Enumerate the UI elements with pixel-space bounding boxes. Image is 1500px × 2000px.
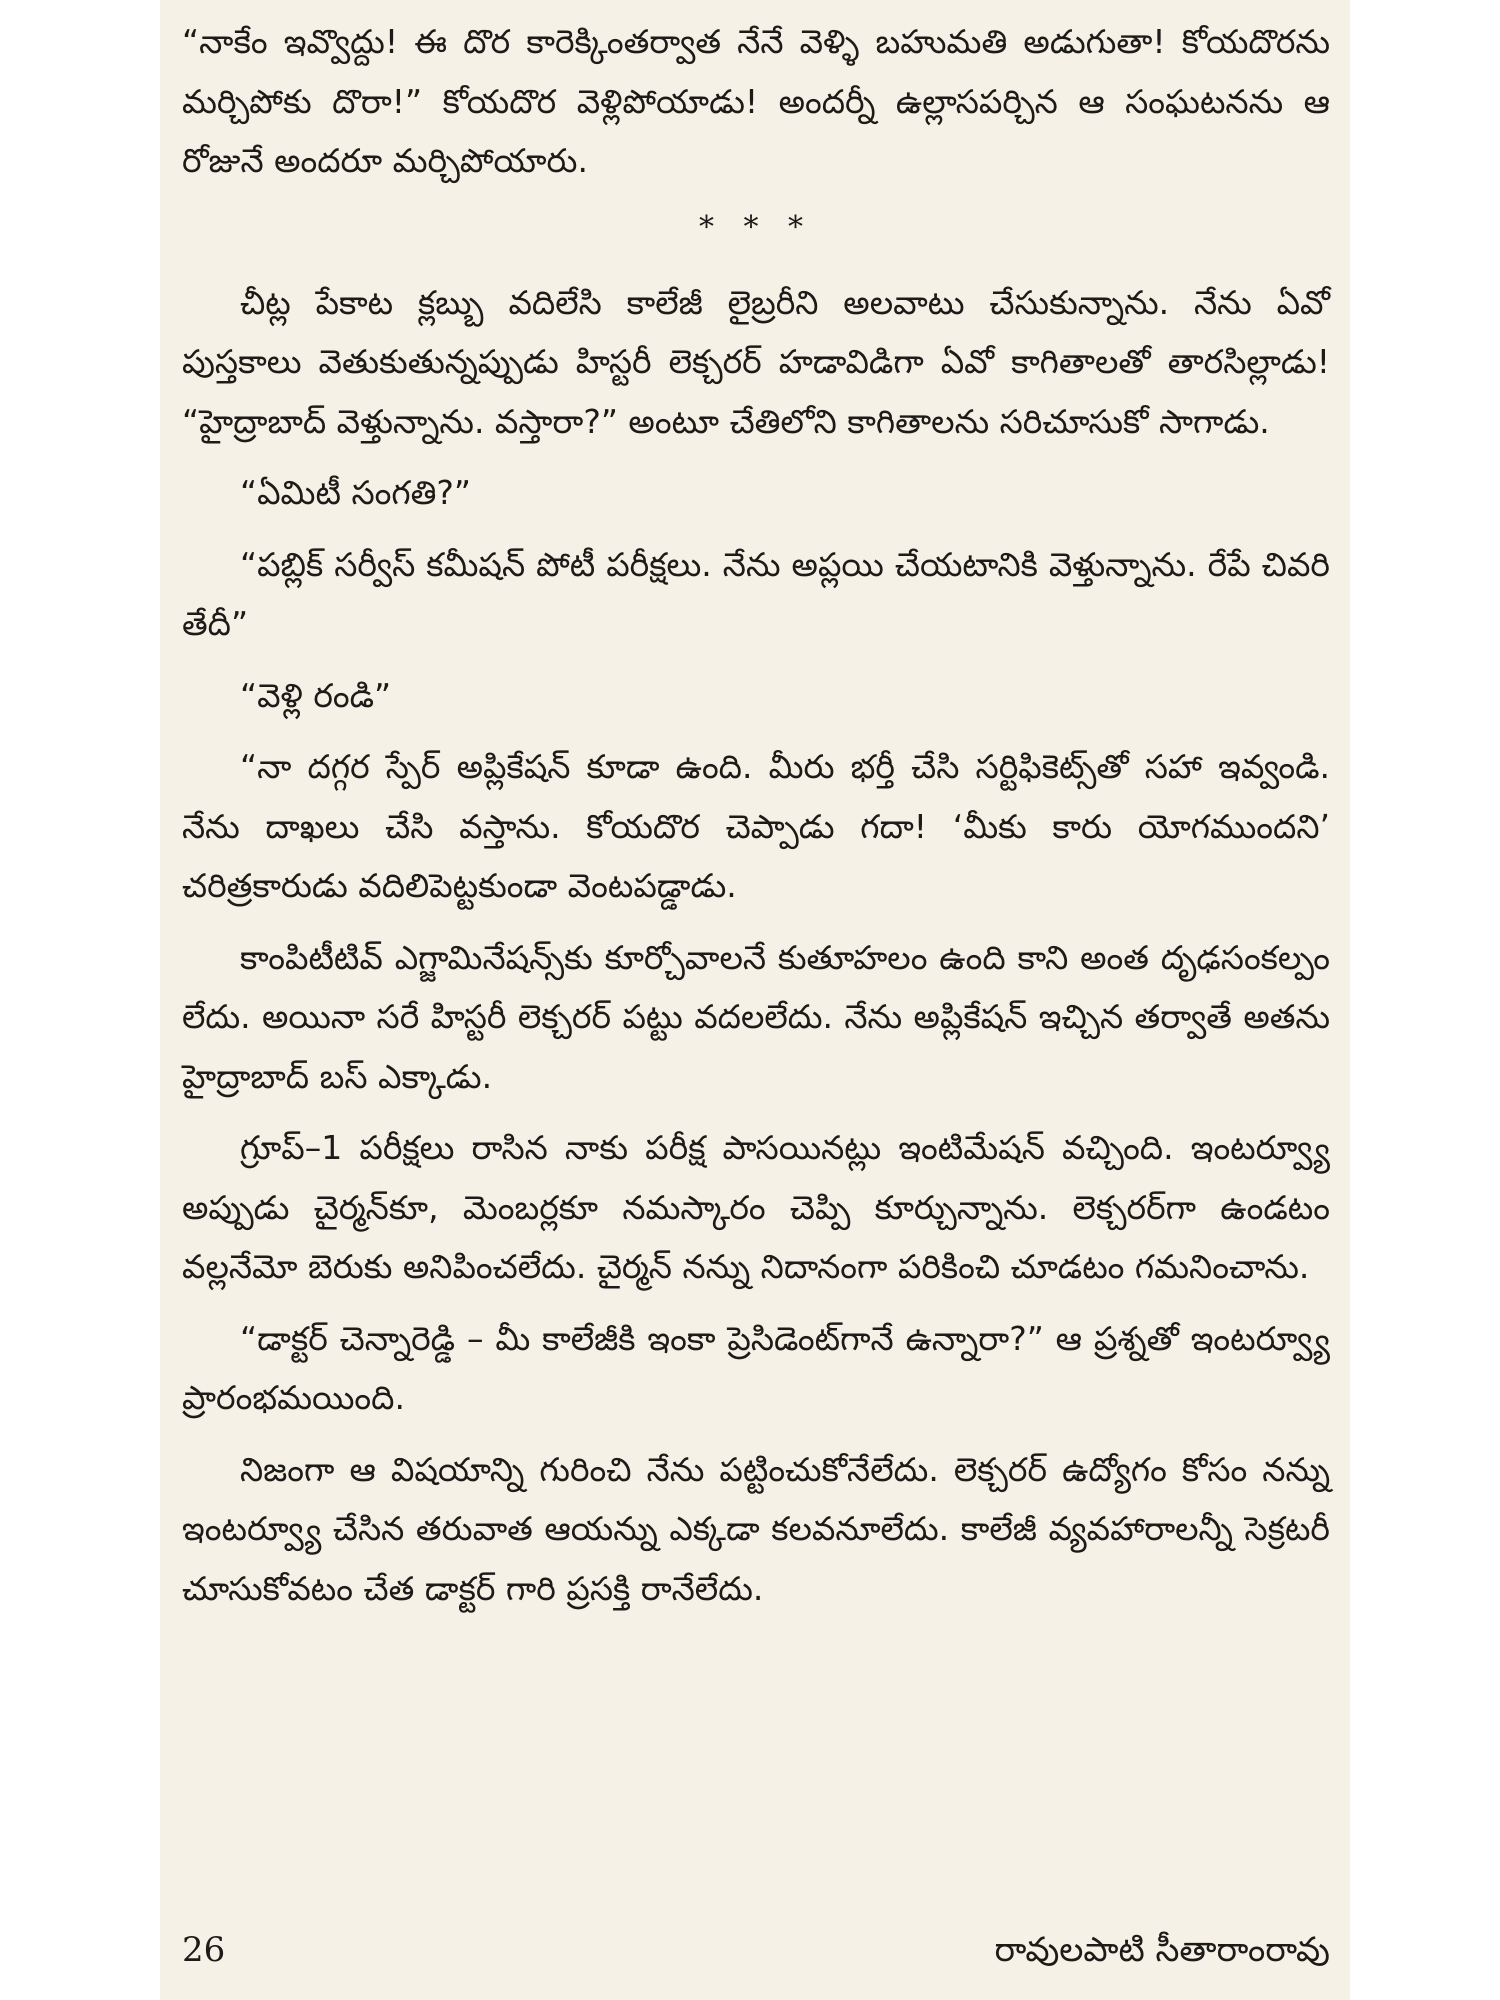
paragraph: “నాకేం ఇవ్వొద్దు! ఈ దొర కారెక్కింతర్వాత నేనే వెళ్ళి బహుమతి అడుగుతా! కోయదొరను మర్చిపోకు దొరా!” కోయదొర వెళ్లిపోయాడు! అందర్నీ ఉల్లాసపర్చిన ఆ సంఘటనను ఆ రోజునే అందరూ మర్చిపోయారు. bbox=[182, 22, 1330, 180]
author-name: రావులపాటి సీతారాంరావు bbox=[994, 1930, 1330, 1970]
paragraph: “డాక్టర్ చెన్నారెడ్డి – మీ కాలేజీకి ఇంకా ప్రెసిడెంట్‌గానే ఉన్నారా?” ఆ ప్రశ్నతో ఇంటర్వ్యూ ప్రారంభమయింది. bbox=[182, 1318, 1330, 1417]
paragraph: కాంపిటీటివ్ ఎగ్జామినేషన్స్‌కు కూర్చోవాలనే కుతూహలం ఉంది కాని అంత దృఢసంకల్పం లేదు. అయినా సరే హిస్టరీ లెక్చరర్ పట్టు వదలలేదు. నేను అప్లికేషన్ ఇచ్చిన తర్వాతే అతను హైద్రాబాద్ బస్ ఎక్కాడు. bbox=[182, 937, 1330, 1096]
paragraph: “పబ్లిక్ సర్వీస్ కమీషన్ పోటీ పరీక్షలు. నేను అప్లయి చేయటానికి వెళ్తున్నాను. రేపే చివరి తేదీ” bbox=[182, 544, 1330, 643]
paragraph: చీట్ల పేకాట క్లబ్బు వదిలేసి కాలేజీ లైబ్రరీని అలవాటు చేసుకున్నాను. నేను ఏవో పుస్తకాలు వెతుకుతున్నప్పుడు హిస్టరీ లెక్చరర్ హడావిడిగా ఏవో కాగితాలతో తారసిల్లాడు! “హైద్రాబాద్ వెళ్తున్నాను. వస్తారా?” అంటూ చేతిలోని కాగితాలను సరిచూసుకో సాగాడు. bbox=[182, 282, 1330, 441]
page-number: 26 bbox=[182, 1930, 226, 1970]
paragraph: గ్రూప్–1 పరీక్షలు రాసిన నాకు పరీక్ష పాసయినట్లు ఇంటిమేషన్ వచ్చింది. ఇంటర్వ్యూ అప్పుడు చైర్మన్‌కూ, మెంబర్లకూ నమస్కారం చెప్పి కూర్చున్నాను. లెక్చరర్‌గా ఉండటం వల్లనేమో బెరుకు అనిపించలేదు. చైర్మన్ నన్ను నిదానంగా పరికించి చూడటం గమనించాను. bbox=[182, 1128, 1330, 1286]
paragraph: “ఏమిటీ సంగతి?” bbox=[240, 473, 471, 512]
page-footer bbox=[182, 1930, 1330, 1978]
paragraph: “వెళ్లి రండి” bbox=[240, 675, 392, 715]
paragraph: “నా దగ్గర స్పేర్ అప్లికేషన్ కూడా ఉంది. మీరు భర్తీ చేసి సర్టిఫికెట్స్‌తో సహా ఇవ్వండి. నేను దాఖలు చేసి వస్తాను. కోయదొర చెప్పాడు గదా! ‘మీకు కారు యోగముందని’ చరిత్రకారుడు వదిలిపెట్టకుండా వెంటపడ్డాడు. bbox=[182, 747, 1330, 905]
book-page bbox=[160, 0, 1350, 2000]
paragraph: నిజంగా ఆ విషయాన్ని గురించి నేను పట్టించుకోనేలేదు. లెక్చరర్ ఉద్యోగం కోసం నన్ను ఇంటర్వ్యూ చేసిన తరువాత ఆయన్ను ఎక్కడా కలవనూలేదు. కాలేజీ వ్యవహారాలన్నీ సెక్రటరీ చూసుకోవటం చేత డాక్టర్ గారి ప్రసక్తి రానేలేదు. bbox=[182, 1449, 1330, 1608]
page-body bbox=[182, 0, 1330, 1618]
section-separator: * * * bbox=[698, 209, 814, 245]
